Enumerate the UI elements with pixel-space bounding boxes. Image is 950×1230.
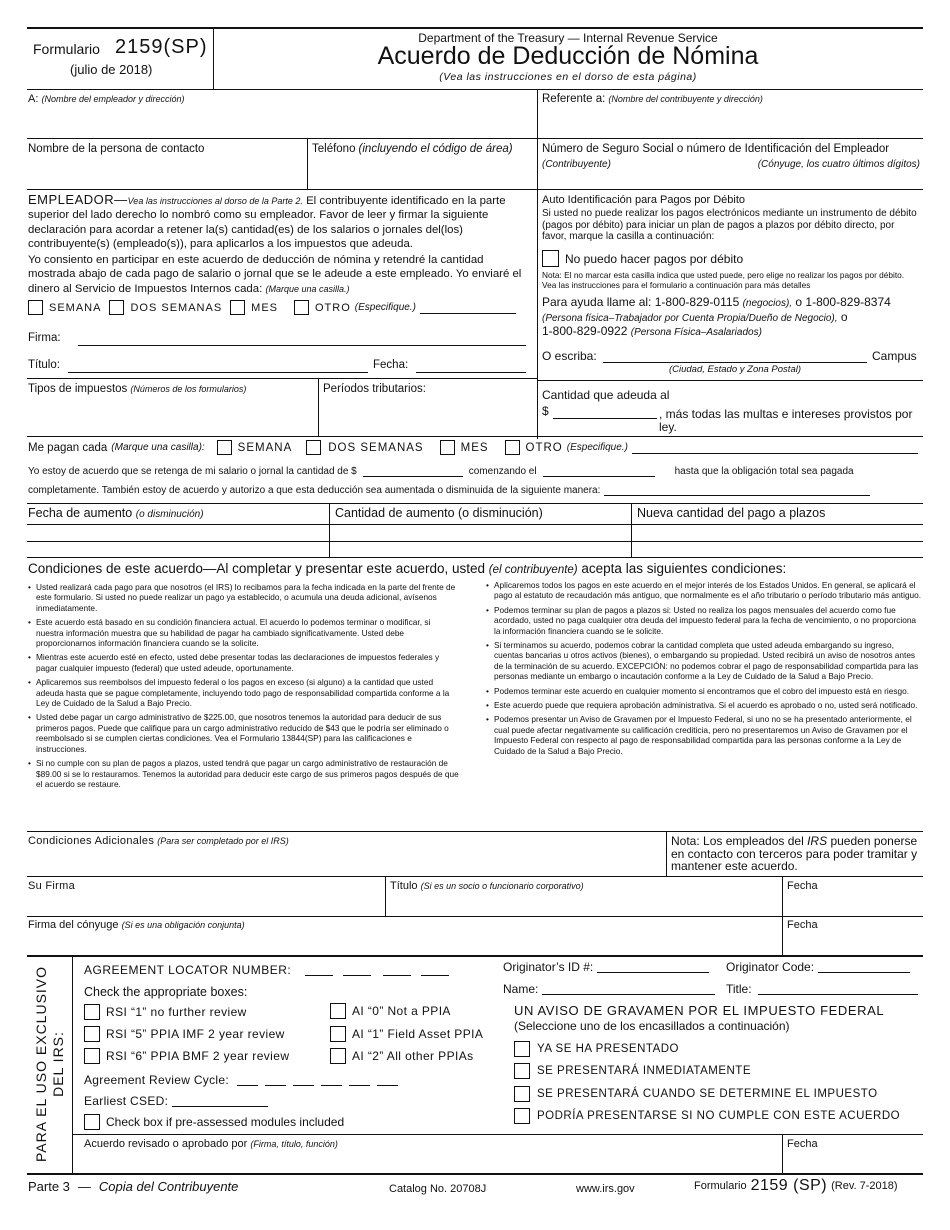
employer-title-label: Título: [28,359,60,371]
increase-row-2-date[interactable] [28,542,328,556]
note-irs: IRS [807,834,828,848]
footer-form-label: Formulario [694,1180,747,1192]
originator-name-row [503,982,715,996]
employer-heading: EMPLEADOR— [28,192,128,207]
condition-right-2: • Podemos terminar su plan de pagos a plazos si: Usted no realiza los pagos mensuales del acuerdo como fue acordado, usted no paga cualquier otra deuda del impuesto federal para la fecha de vencimiento, o no proporciona la información financiera cuando se le solicite. [486,605,922,636]
spouse-signature-hint: (Si es una obligación conjunta) [121,920,245,930]
employer-title-line[interactable] [68,372,368,373]
to-hint: (Nombre del empleador y dirección) [41,94,185,104]
spouse-signature-field[interactable] [28,919,778,952]
to-label: A: [28,93,39,105]
employer-line1-tail: El contribuyente identificado en [306,195,465,207]
col-date-header [28,506,204,520]
ai-0-option [330,1003,451,1019]
paid-label: Me pagan cada [28,441,108,454]
paid-month-label: MES [460,441,489,454]
col-date-hint: (o disminución) [135,509,204,520]
additional-conditions-field[interactable] [28,835,662,873]
lien-if-default-label: PODRÍA PRESENTARSE SI NO CUMPLE CON ESTE ACUERDO [537,1110,901,1122]
rsi-1-label: RSI “1” no further review [106,1005,247,1019]
review-cycle-box-6[interactable] [377,1074,398,1086]
originator-id-label: Originator’s ID #: [503,960,594,974]
conditions-heading-b: acepta las siguientes condiciones: [581,561,787,576]
help-phones [542,296,922,340]
auto-id-text: Si usted no puede realizar los pagos electrónicos mediante un instrumento de débito (pagos por débito) para iniciar un plan de pagos a plazos por débito directo, por favor, marque la casilla a continuación: [542,208,917,243]
paid-week-checkbox[interactable] [217,440,232,455]
ssn-spouse-label: (Cónyuge, los cuatro últimos dígitos) [757,159,920,170]
rsi-6-option [84,1048,289,1064]
rsi-5-checkbox[interactable] [84,1026,100,1042]
write-label: O escriba: [542,349,597,363]
until-text: hasta que la obligación total sea pagada [674,465,854,477]
help-line2: (Persona física–Trabajador por Cuenta Propia/Dueño de Negocio), [542,312,838,324]
no-debit-checkbox[interactable] [542,250,559,267]
agency-line: Department of the Treasury — Internal Revenue Service [418,31,718,45]
paid-other-checkbox[interactable] [505,440,520,455]
no-debit-option [542,250,743,267]
rsi-5-option [84,1026,285,1042]
locator-part-2[interactable] [343,964,371,976]
ref-hint: (Nombre del contribuyente y dirección) [608,94,763,104]
city-hint: (Ciudad, Estado y Zona Postal) [668,364,801,375]
withhold-row [28,465,854,477]
employer-date-label: Fecha: [373,359,409,371]
your-signature-label: Su Firma [28,880,76,892]
condition-left-6: • Si no cumple con su plan de pagos a plazos, usted tendrá que pagar un cargo administrativo de restauración de $89.00 si se lo restauramos. Tenemos la autoridad para deducir este cargo de sus primeros pagos después de que el acuerdo se restaure. [28,758,460,789]
preassessed-checkbox[interactable] [84,1114,100,1130]
footer-form-number: 2159 (SP) [750,1177,828,1194]
footer-dash: — [77,1179,91,1194]
phone-hint: (incluyendo el código de área) [358,143,513,155]
your-signature-field[interactable] [28,880,380,913]
employer-freq-biweek-label: DOS SEMANAS [130,301,223,314]
tax-types-label: Tipos de impuestos [28,383,128,395]
review-cycle-label: Agreement Review Cycle: [84,1073,229,1087]
ssn-label: Número de Seguro Social o número de Identificación del Empleador [542,143,890,155]
lien-when-determined-label: SE PRESENTARÁ CUANDO SE DETERMINE EL IMPUESTO [537,1088,878,1100]
note-b: pueden ponerse en contacto con terceros para poder tramitar y mantener este acuerdo. [671,834,918,874]
lien-immediate-label: SE PRESENTARÁ INMEDIATAMENTE [537,1065,751,1077]
debit-note: Nota: El no marcar esta casilla indica que usted puede, pero elige no realizar los pagos por débito. Vea las instrucciones para el formulario a continuación para más detalles [542,270,905,291]
originator-code-input[interactable] [818,961,910,973]
lien-filed-checkbox[interactable] [514,1041,530,1057]
revised-label: Acuerdo revisado o aprobado por [84,1138,248,1150]
rsi-1-option [84,1004,247,1020]
spouse-signature-label: Firma del cónyuge [28,919,119,931]
ssn-taxpayer-label: (Contribuyente) [542,159,611,170]
additional-label: Condiciones Adicionales [28,835,155,847]
no-debit-label: No puedo hacer pagos por débito [565,251,744,266]
earliest-csed-row [84,1094,268,1108]
tax-types-field[interactable] [28,383,313,433]
contact-name-field[interactable] [28,143,303,185]
revised-date-field[interactable] [787,1138,921,1170]
lien-when-determined-checkbox[interactable] [514,1086,530,1102]
ai-1-checkbox[interactable] [330,1026,346,1042]
conditions-right-list [486,580,922,760]
ai-1-option [330,1026,483,1042]
signature-date-label: Fecha [787,880,818,892]
preassessed-label: Check box if pre-assessed modules included [106,1115,345,1129]
ai-2-label: AI “2” All other PPIAs [352,1049,474,1063]
irs-use-side-label [27,955,72,1173]
conditions-heading-a: Condiciones de este acuerdo—Al completar y presentar este acuerdo, usted [28,561,486,576]
adjustment-input[interactable] [604,484,870,496]
form-label: Formulario [33,41,100,57]
help-line3-hint: (Persona Física–Asalariados) [630,327,762,338]
tax-periods-label: Períodos tributarios: [323,383,426,395]
lien-option-2 [514,1063,751,1079]
originator-title-input[interactable] [758,983,918,995]
earliest-csed-label: Earliest CSED: [84,1094,169,1108]
consent-hint: (Marque una casilla.) [265,283,350,294]
originator-id-row [503,960,709,974]
ai-1-label: AI “1” Field Asset PPIA [352,1027,484,1041]
condition-left-3: • Mientras este acuerdo esté en efecto, usted debe presentar todas las declaraciones de impuestos federales y pagar cualquier impuesto (federal) que usted adeude, oportunamente. [28,652,460,673]
reference-field[interactable] [542,93,920,135]
footer-copy-label: Copia del Contribuyente [98,1179,239,1194]
employer-signature-label: Firma: [28,332,61,344]
employer-freq-other-label: OTRO [315,301,351,314]
paid-hint: (Marque una casilla): [111,442,205,453]
owed-amount-input[interactable] [553,418,657,419]
increase-row-1-amount[interactable] [330,525,630,540]
paid-frequency-row [28,440,918,455]
consent-statement [28,253,528,296]
contact-label: Nombre de la persona de contacto [28,143,205,155]
revised-by-field[interactable] [84,1138,778,1170]
help-neg: (negocios), [742,298,793,309]
rsi-1-checkbox[interactable] [84,1004,100,1020]
tax-types-hint: (Números de los formularios) [130,384,247,394]
paid-biweek-label: DOS SEMANAS [328,441,424,454]
footer-website: www.irs.gov [576,1183,635,1195]
employer-frequency-options [28,300,516,315]
consent-text: Yo consiento en participar en este acuerdo de deducción de nómina y retendré la cantidad mostrada abajo de cada pago de salario o jornal que se le adeude a este empleado. Yo enviaré el dinero al Servicio de Impuestos Internos cada: [28,254,522,295]
ssn-field[interactable] [542,143,920,187]
ai-0-label: AI “0” Not a PPIA [352,1004,451,1018]
revised-date-label: Fecha [787,1138,818,1150]
condition-left-2: • Este acuerdo está basado en su condición financiera actual. El acuerdo lo podemos terminar o modificar, si nuestra información muestra que su habilidad de pagar ha cambiado significativamente. Usted debe proporcionarnos información financiera cuando se la solicite. [28,617,460,648]
help-or: o 1-800-829-8374 [795,295,891,309]
review-cycle-box-5[interactable] [349,1074,370,1086]
footer-part [28,1179,238,1194]
employer-freq-other-input[interactable] [420,302,516,314]
irs-use-side-text: PARA EL USO EXCLUSIVO DEL IRS: [32,965,66,1163]
paid-other-hint: (Especifique.) [566,442,628,453]
footer-catalog: Catalog No. 20708J [389,1183,487,1195]
rsi-6-checkbox[interactable] [84,1048,100,1064]
rsi-6-label: RSI “6” PPIA BMF 2 year review [106,1049,290,1063]
preassessed-row [84,1114,344,1130]
help-prefix: Para ayuda llame al: 1-800-829-0115 [542,295,740,309]
footer-form-id [694,1177,898,1195]
condition-right-1: • Aplicaremos todos los pagos en este acuerdo en el mejor interés de los Estados Unidos. En general, se aplicará el pago al estatuto de recaudación más antiguo, que normalmente es el año tributario o período tributario más antiguo. [486,580,922,601]
spouse-date-label: Fecha [787,919,818,931]
paid-other-input[interactable] [632,442,918,454]
lien-option-1 [514,1041,679,1057]
footer-rev: (Rev. 7-2018) [831,1180,898,1192]
employer-text: la parte superior del lado derecho lo nombró como su empleador. Favor de leer y firmar la siguiente declaración para acordar a retener la(s) cantidad(es) de los salarios o jornales del(los) contribuyente(s) (empleado(s)), para aplicarlos a los impuestos que adeuda. [28,195,506,251]
locator-part-3[interactable] [383,964,411,976]
employer-freq-month-checkbox[interactable] [230,300,245,315]
condition-right-3: • Si terminamos su acuerdo, podemos cobrar la cantidad completa que usted adeuda embargando su ingreso, cuentas bancarias u otros activos (bienes), o embargando su propiedad. Usted recibirá un aviso de nosotros antes de la terminación de su acuerdo. EXCEPCIÓN: no podemos cobrar el pago de responsabilidad compartida para las personas mediante un embargo o incautación conforme a la Ley de Cuidado de la Salud a Bajo Precio. [486,640,922,682]
review-cycle-box-4[interactable] [321,1074,342,1086]
increase-row-2-new[interactable] [632,542,922,556]
additional-hint: (Para ser completado por el IRS) [157,836,289,846]
conditions-heading-hint: (el contribuyente) [488,564,578,576]
paid-biweek-checkbox[interactable] [306,440,321,455]
tax-periods-field[interactable] [323,383,533,433]
footer-part-label: Parte 3 [28,1179,70,1194]
originator-id-input[interactable] [597,961,709,973]
lien-title: UN AVISO DE GRAVAMEN POR EL IMPUESTO FEDERAL [514,1003,885,1018]
review-cycle-box-2[interactable] [265,1074,286,1086]
originator-name-label: Name: [503,982,539,996]
form-date: (julio de 2018) [70,62,153,77]
lien-option-3 [514,1086,878,1102]
phone-label: Teléfono [312,143,356,155]
originator-title-row [726,982,918,996]
auto-id-title: Auto Identificación para Pagos por Débito [542,194,746,206]
originator-code-row [726,960,910,974]
rsi-5-label: RSI “5” PPIA IMF 2 year review [106,1027,285,1041]
employer-freq-other-hint: (Especifique.) [354,302,416,313]
conditions-heading [28,561,786,576]
lien-immediate-checkbox[interactable] [514,1063,530,1079]
conditions-left-list [28,582,460,793]
signature-date-field[interactable] [787,880,921,913]
complete-text: completamente. También estoy de acuerdo y autorizo a que esta deducción sea aumentada o disminuida de la siguiente manera: [28,484,601,496]
condition-right-4: • Podemos terminar este acuerdo en cualquier momento si encontramos que el cobro del impuesto está en riesgo. [486,686,922,696]
page-title: Acuerdo de Deducción de Nómina [377,42,759,70]
originator-code-label: Originator Code: [726,960,815,974]
paid-other-label: OTRO [525,441,563,454]
owed-currency: $ [542,404,549,418]
employer-statement [28,193,528,252]
paid-week-label: SEMANA [237,441,293,454]
employer-date-line[interactable] [416,372,526,373]
campus-label: Campus [872,349,917,363]
condition-left-5: • Usted debe pagar un cargo administrativo de $225.00, que nosotros tenemos la autoridad para deducir de sus primeros pagos. Puede que califique para un cargo administrativo reducido de $43 que le podría ser eliminado o reembolsado si se cumplen ciertas condiciones. Vea el Formulario 13844(SP) para las calificaciones e instrucciones. [28,712,460,754]
increase-row-1-new[interactable] [632,525,922,540]
col-new-amount-header: Nueva cantidad del pago a plazos [637,506,826,520]
owed-label: Cantidad que adeuda al [542,388,670,402]
locator-part-1[interactable] [305,964,333,976]
withhold-text: Yo estoy de acuerdo que se retenga de mi salario o jornal la cantidad de $ [28,465,357,477]
check-boxes-label: Check the appropriate boxes: [84,985,248,999]
locator-label: AGREEMENT LOCATOR NUMBER: [84,963,292,977]
to-field[interactable] [28,93,533,135]
ref-label: Referente a: [542,93,606,105]
revised-hint: (Firma, título, función) [250,1139,338,1149]
help-line3: 1-800-829-0922 [542,324,628,338]
condition-right-6: • Podemos presentar un Aviso de Gravamen por el Impuesto Federal, si uno no se ha presentado anteriormente, el cual puede afectar negativamente su calificación crediticia, pero no presentaremos un Aviso de Gravamen por el Impuesto Federal con respecto al pago de responsabilidad compartida para las personas conforme a la Ley de Cuidado de la Salud a Bajo Precio. [486,714,922,756]
write-city-line[interactable] [603,362,867,363]
ai-0-checkbox[interactable] [330,1003,346,1019]
originator-name-input[interactable] [542,983,715,995]
col-date-label: Fecha de aumento [28,506,133,520]
help-line2-or: o [840,309,848,324]
signer-title-field[interactable] [390,880,778,913]
paid-month-checkbox[interactable] [440,440,455,455]
increase-row-2-amount[interactable] [330,542,630,556]
col-amount-header: Cantidad de aumento (o disminución) [335,506,543,520]
review-cycle-box-1[interactable] [237,1074,258,1086]
irs-contact-note [671,835,921,873]
spouse-date-field[interactable] [787,919,921,952]
phone-field[interactable] [312,143,534,185]
increase-row-1-date[interactable] [28,525,328,540]
employer-freq-week-label: SEMANA [49,301,102,314]
signer-title-label: Título [390,880,418,892]
employer-heading-hint: Vea las instrucciones al dorso de la Parte 2. [127,196,303,206]
locator-row [84,963,449,977]
employer-freq-other-checkbox[interactable] [294,300,309,315]
note-a: Nota: Los empleados del [671,834,804,848]
employer-freq-month-label: MES [251,301,278,314]
ai-2-checkbox[interactable] [330,1048,346,1064]
condition-left-1: • Usted realizará cada pago para que nosotros (el IRS) lo recibamos para la fecha indicada en la parte del frente de este formulario. Si usted no puede realizar un pago ya establecido, o acumula una deuda adicional, avísenos inmediatamente. [28,582,460,613]
form-number: 2159(SP) [115,36,208,58]
employer-freq-biweek-checkbox[interactable] [109,300,124,315]
employer-freq-week-checkbox[interactable] [28,300,43,315]
condition-right-5: • Este acuerdo puede que requiera aprobación administrativa. Si el acuerdo es aprobado o no, usted será notificado. [486,700,922,710]
lien-filed-label: YA SE HA PRESENTADO [537,1043,680,1055]
withhold-amount-input[interactable] [363,465,463,477]
starting-text: comenzando el [468,465,537,477]
signer-title-hint: (Si es un socio o funcionario corporativo) [420,881,584,891]
locator-part-4[interactable] [421,964,449,976]
originator-title-label: Title: [726,982,752,996]
lien-option-4 [514,1108,900,1124]
employer-signature-line[interactable] [78,345,526,346]
review-cycle-row [84,1073,398,1087]
owed-suffix: , más todas las multas e intereses provistos por ley. [659,407,913,434]
lien-if-default-checkbox[interactable] [514,1108,530,1124]
lien-subtitle: (Seleccione uno de los encasillados a continuación) [514,1019,790,1033]
instructions-note: (Vea las instrucciones en el dorso de esta página) [439,71,697,83]
complete-row [28,484,870,496]
earliest-csed-input[interactable] [172,1095,268,1107]
start-date-input[interactable] [543,465,655,477]
ai-2-option [330,1048,474,1064]
condition-left-4: • Aplicaremos sus reembolsos del impuesto federal o los pagos en exceso (si alguno) a la cantidad que usted adeuda hasta que se pague completamente, incluyendo todo pago de responsabilidad compartida conforme a la Ley de Cuidado de la Salud a Bajo Precio. [28,677,460,708]
review-cycle-box-3[interactable] [293,1074,314,1086]
